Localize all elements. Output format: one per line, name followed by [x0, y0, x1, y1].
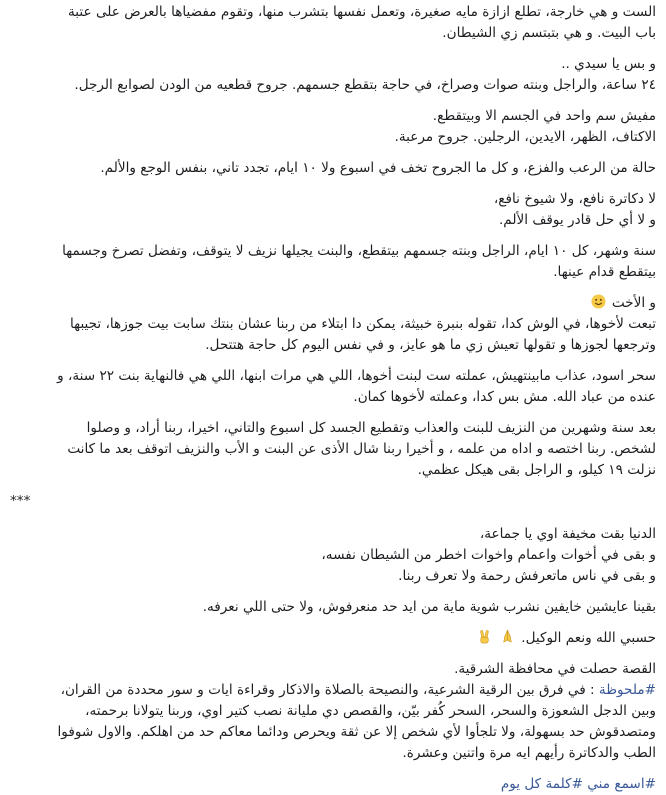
- text-line: و بقى في أخوات واعمام واخوات اخطر من الشيطان نفسه،: [321, 547, 656, 563]
- paragraph-13: [10, 659, 656, 764]
- paragraph-11: [10, 597, 656, 618]
- separator-text: ***: [10, 493, 31, 509]
- text-line: نزلت ١٩ كيلو، و الراجل بقى هيكل عظمي.: [417, 462, 656, 478]
- paragraph-5: [10, 189, 656, 231]
- text-line: سحر اسود، عذاب مابينتهيش، عملته ست لبنت أخوها، اللي هي مرات ابنها، اللي هي فالنهاية بنت ٢٢ سنة، و: [57, 368, 656, 384]
- text-line: القصة حصلت في محافظة الشرقية.: [454, 661, 656, 677]
- text-line: [10, 680, 656, 701]
- hashtag-footer-link[interactable]: #اسمع مني #كلمة كل يوم: [500, 776, 656, 792]
- text-line: الطب والدكاترة رأيهم ايه مرة واتنين وعشرة.: [402, 745, 656, 761]
- text-line: و لا أي حل قادر يوقف الألم.: [498, 212, 656, 228]
- text-line: تبعت لأخوها، في الوش كدا، تقوله بنبرة خبيثة، يمكن دا ابتلاء من ربنا عشان بنتك سابت بيت جوزها، تجيبها: [70, 316, 656, 332]
- text-line: عنده من عباد الله. مش بس كدا، وعملته لأخوها كمان.: [353, 389, 656, 405]
- text-fragment: حسبي الله ونعم الوكيل.: [521, 630, 656, 646]
- hashtag-note-link[interactable]: #ملحوظة: [598, 682, 656, 698]
- paragraph-3: [10, 106, 656, 148]
- text-line: وبين الدجل الشعوزة والسحر، السحر كُفر بيّن، والقصص دي مليانة نصب كتير اوي، وربنا يتولانا برحمته،: [85, 703, 656, 719]
- text-line: لا دكاترة نافع، ولا شيوخ نافع،: [493, 191, 656, 207]
- text-line: [10, 293, 656, 314]
- text-line: وترجعها لجوزها و تقولها تعيش زي ما هو عايز، و في نفس اليوم كل حاجة هتتحل.: [205, 337, 656, 353]
- text-line: باب البيت. و هي بتبتسم زي الشيطان.: [442, 25, 656, 41]
- paragraph-2: [10, 54, 656, 96]
- footer-hashtags: [10, 774, 656, 795]
- text-line: بيتقطع قدام عينها.: [553, 264, 656, 280]
- paragraph-6: [10, 241, 656, 283]
- separator: [10, 491, 656, 512]
- victory-hand-emoji-icon: [477, 629, 492, 644]
- smile-emoji-icon: [591, 294, 606, 309]
- folded-hands-emoji-icon: [500, 629, 515, 644]
- text-line: الاكتاف، الظهر، الايدين، الرجلين. جروح مرعبة.: [394, 129, 656, 145]
- text-line: [10, 628, 656, 649]
- paragraph-10: [10, 524, 656, 587]
- text-line: بعد سنة وشهرين من النزيف للبنت والعذاب وتقطيع الجسد كل اسبوع والتاني، اخيرا، ربنا أراد، و وصلوا: [86, 420, 656, 436]
- text-line: بقينا عايشين خايفين نشرب شوية ماية من ايد حد منعرفوش، ولا حتى اللي نعرفه.: [202, 599, 656, 615]
- text-line: لشخص. ربنا اختصه و اداه من علمه ، و أخيرا ربنا شال الأذى عن البنت و الأب والنزيف اتوقف بعد ما كانت: [67, 441, 656, 457]
- paragraph-12: [10, 628, 656, 649]
- text-line: ومتصدقوش حد بسهولة، ولا تلجأوا لأي شخص إلا عن ثقة ويحرص ودائما معاكم حد من اهلكم. والاول شوفوا: [57, 724, 656, 740]
- text-line: الست و هي خارجة، تطلع ازازة مايه صغيرة، وتعمل نفسها بتشرب منها، وتقوم مفضياها بالعرض على عتبة: [68, 4, 656, 20]
- text-fragment: : في فرق بين الرقية الشرعية، والنصيحة بالصلاة والاذكار وقراءة ايات و سور محددة من القران،: [60, 682, 599, 698]
- paragraph-8: [10, 366, 656, 408]
- text-line: حالة من الرعب والفزع، و كل ما الجروح تخف في اسبوع ولا ١٠ ايام، تجدد تاني، بنفس الوجع والألم.: [100, 160, 656, 176]
- text-line: الدنيا بقت مخيفة اوي يا جماعة،: [479, 526, 656, 542]
- paragraph-1: [10, 2, 656, 44]
- text-line: مفيش سم واحد في الجسم الا وبيتقطع.: [432, 108, 656, 124]
- text-fragment: و الأخت: [611, 295, 656, 311]
- text-line: و بقى في ناس ماتعرفش رحمة ولا تعرف ربنا.: [398, 568, 656, 584]
- text-line: سنة وشهر، كل ١٠ ايام، الراجل وبنته جسمهم بيتقطع، والبنت يجيلها نزيف لا يتوقف، وتفضل تصرخ وجسمها: [62, 243, 656, 259]
- text-line: و بس يا سيدي ..: [561, 56, 656, 72]
- paragraph-7: [10, 293, 656, 356]
- text-line: ٢٤ ساعة، والراجل وبنته صوات وصراخ، في حاجة بتقطع جسمهم. جروح قطعيه من الودن لصوابع الرجل.: [74, 77, 656, 93]
- paragraph-9: [10, 418, 656, 481]
- paragraph-4: [10, 158, 656, 179]
